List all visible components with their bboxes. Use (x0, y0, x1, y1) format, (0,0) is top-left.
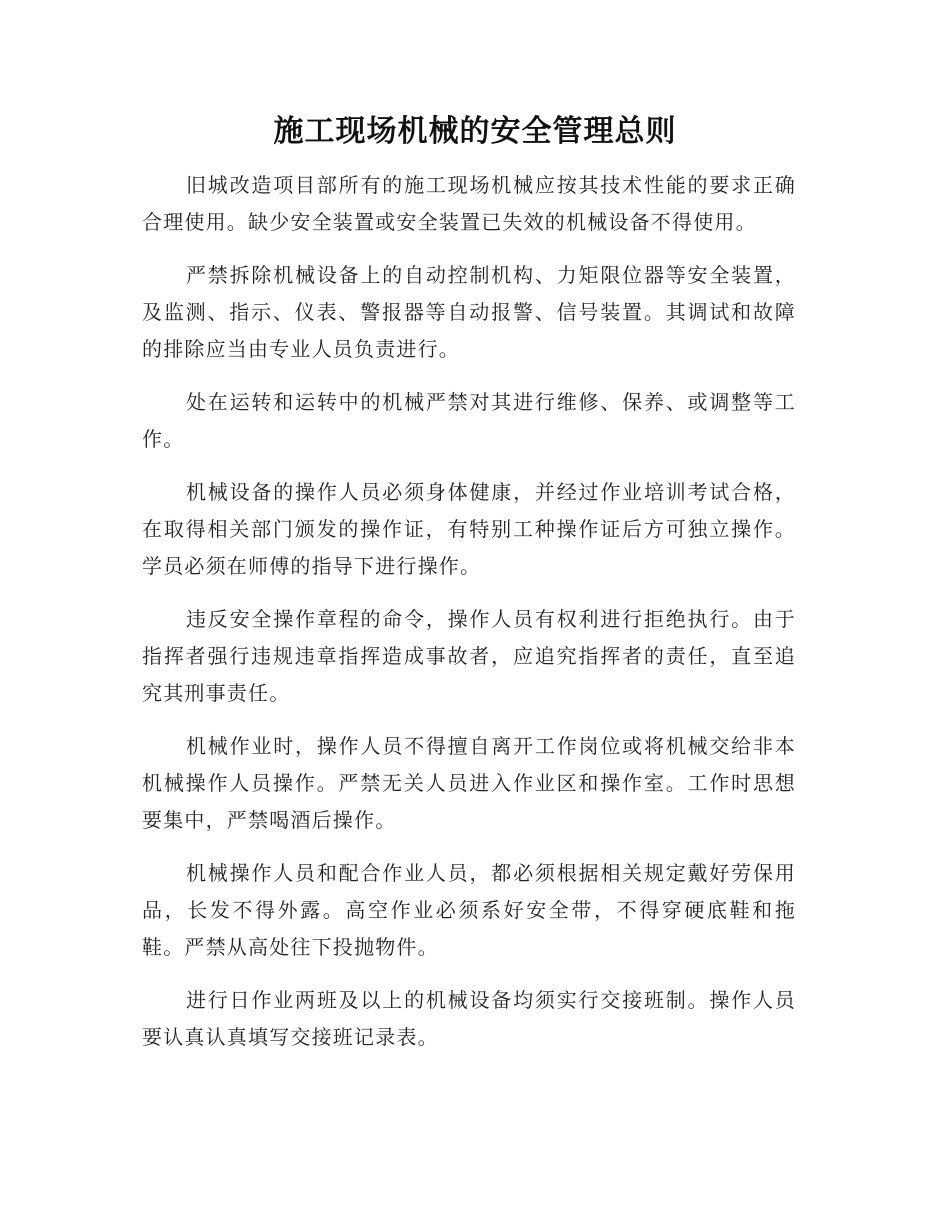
paragraph-2: 严禁拆除机械设备上的自动控制机构、力矩限位器等安全装置，及监测、指示、仪表、警报器等自动报警、信号装置。其调试和故障的排除应当由专业人员负责进行。 (142, 263, 796, 361)
paragraph-8: 进行日作业两班及以上的机械设备均须实行交接班制。操作人员要认真认真填写交接班记录表。 (142, 988, 796, 1049)
paragraph-1: 旧城改造项目部所有的施工现场机械应按其技术性能的要求正确合理使用。缺少安全装置或安全装置已失效的机械设备不得使用。 (142, 173, 796, 234)
paragraph-6: 机械作业时，操作人员不得擅自离开工作岗位或将机械交给非本机械操作人员操作。严禁无关人员进入作业区和操作室。工作时思想要集中，严禁喝酒后操作。 (142, 734, 796, 832)
paragraph-3: 处在运转和运转中的机械严禁对其进行维修、保养、或调整等工作。 (142, 390, 796, 451)
paragraph-5: 违反安全操作章程的命令，操作人员有权利进行拒绝执行。由于指挥者强行违规违章指挥造成事故者，应追究指挥者的责任，直至追究其刑事责任。 (142, 607, 796, 705)
document-body (142, 167, 796, 1072)
document-title: 施工现场机械的安全管理总则 (273, 114, 677, 149)
paragraph-4: 机械设备的操作人员必须身体健康，并经过作业培训考试合格，在取得相关部门颁发的操作证，有特别工种操作证后方可独立操作。学员必须在师傅的指导下进行操作。 (142, 480, 796, 578)
paragraph-7: 机械操作人员和配合作业人员，都必须根据相关规定戴好劳保用品，长发不得外露。高空作业必须系好安全带，不得穿硬底鞋和拖鞋。严禁从高处往下投抛物件。 (142, 861, 796, 959)
